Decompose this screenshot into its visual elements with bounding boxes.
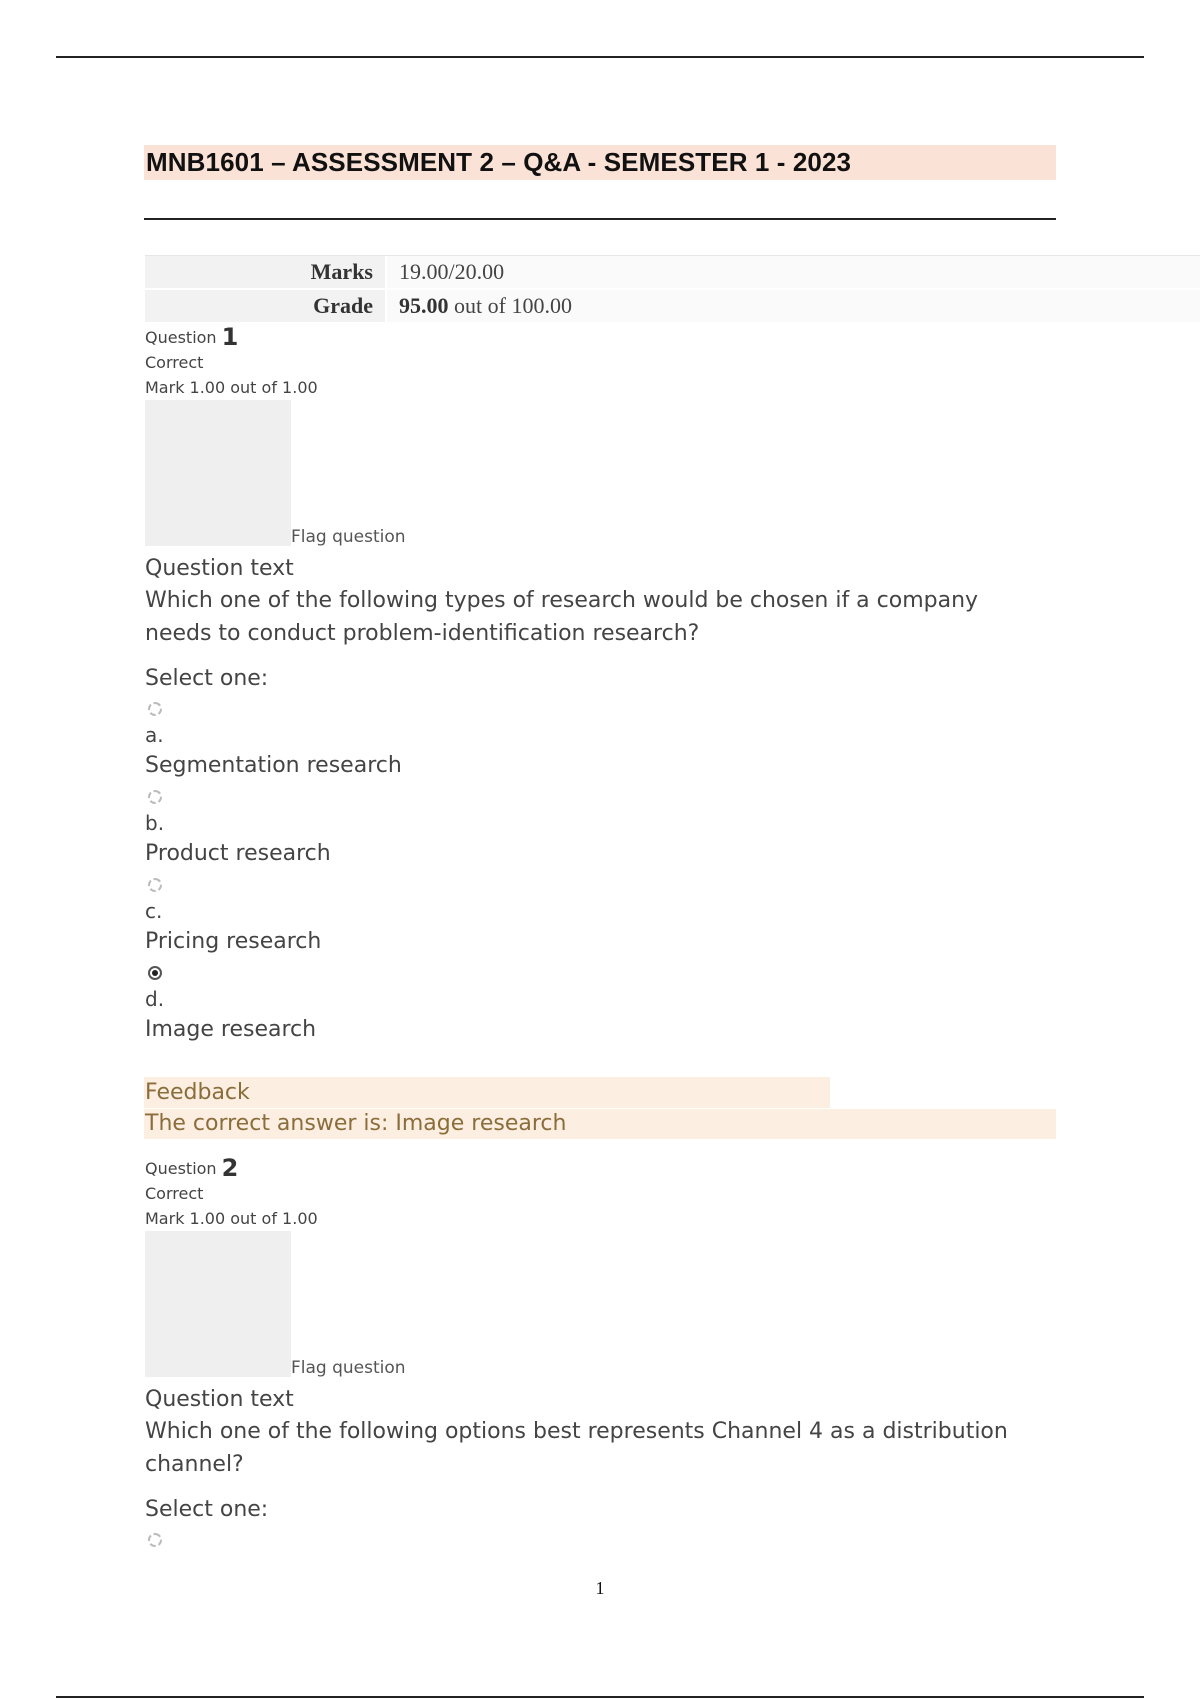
question-mark: Mark 1.00 out of 1.00 [145,378,318,397]
grade-row [145,290,1200,324]
option-text: Product research [145,841,331,866]
grade-out-of: out of 100.00 [448,293,572,318]
question-heading [145,325,1145,350]
select-one-label: Select one: [145,1497,269,1522]
grade-label: Grade [145,290,385,322]
title-rule [144,218,1056,220]
option-b[interactable] [145,790,1145,870]
question-2 [145,1156,1145,1551]
question-heading [145,1156,1145,1181]
question-number: 1 [221,323,239,351]
flag-question-link[interactable]: Flag question [291,527,406,547]
radio-button[interactable] [148,702,162,716]
bottom-rule [56,1696,1144,1698]
flag-icon[interactable] [145,1231,291,1377]
page-number: 1 [595,1578,605,1598]
option-text: Pricing research [145,929,322,954]
option-c[interactable] [145,878,1145,958]
grade-value [387,290,1200,322]
question-1 [145,325,1145,1046]
question-label: Question [145,328,217,347]
grade-score: 95.00 [399,293,449,318]
question-text: Which one of the following options best represents Channel 4 as a distribution channel? [145,1419,1008,1477]
question-text-label: Question text [145,556,294,581]
question-text: Which one of the following types of research would be chosen if a company needs to conduct problem-identification research? [145,588,979,646]
option-text: Segmentation research [145,753,402,778]
option-letter: d. [145,987,165,1011]
feedback-text: The correct answer is: Image research [145,1111,567,1136]
document-title: MNB1601 – ASSESSMENT 2 – Q&A - SEMESTER 1 - 2023 [146,147,852,177]
flag-icon[interactable] [145,400,291,546]
radio-button-selected[interactable] [148,966,162,980]
flag-area [145,1231,1145,1377]
top-rule [56,56,1144,58]
question-text-label: Question text [145,1387,294,1412]
question-number: 2 [221,1154,239,1182]
question-label: Question [145,1159,217,1178]
question-mark: Mark 1.00 out of 1.00 [145,1209,318,1228]
option-text: Image research [145,1017,317,1042]
select-one-label: Select one: [145,666,269,691]
radio-button[interactable] [148,1533,162,1547]
option-a[interactable] [145,702,1145,782]
option-letter: b. [145,811,165,835]
radio-button[interactable] [148,878,162,892]
question-status: Correct [145,353,204,372]
option-letter: a. [145,723,164,747]
grade-summary-table [145,255,1200,324]
marks-label: Marks [145,256,385,288]
option-d[interactable] [145,966,1145,1046]
flag-area [145,400,1145,546]
marks-value: 19.00/20.00 [387,256,1200,288]
radio-button[interactable] [148,790,162,804]
feedback-label: Feedback [145,1080,250,1105]
flag-question-link[interactable]: Flag question [291,1358,406,1378]
option-letter: c. [145,899,163,923]
marks-row [145,255,1200,290]
question-status: Correct [145,1184,204,1203]
